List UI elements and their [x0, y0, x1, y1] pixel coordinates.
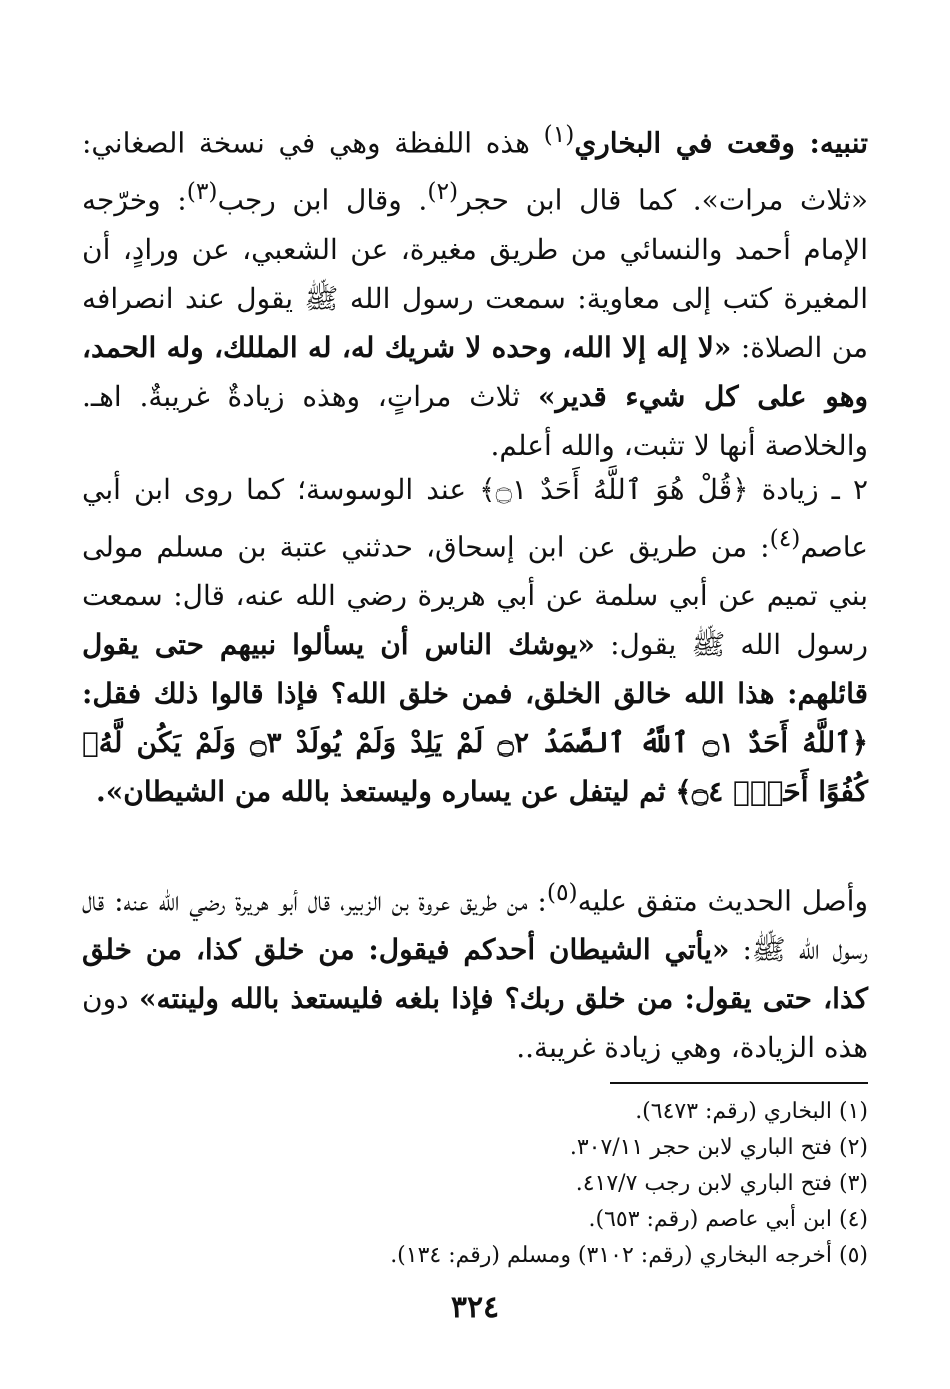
footnote-ref-4: (٤) — [769, 524, 801, 552]
hadith-quote: «يوشك الناس أن يسألوا نبيهم حتى يقول قائلهم: هذا الله خالق الخلق، فمن خلق الله؟ فإذا قالوا ذلك فقل: ﴿ٱللَّهُ أَحَدٌ ۝١ ٱللَّهُ ٱلصَّمَدُ ۝٢ لَمْ يَلِدْ وَلَمْ يُولَدْ ۝٣ وَلَمْ يَكُن لَّهُۥ كُفُوًا أَحَدٌۢ ۝٤﴾ ثم ليتفل عن يساره وليستعذ بالله من الشيطان» — [82, 628, 868, 809]
footnotes — [82, 1094, 868, 1274]
paragraph-text: ٢ ـ زيادة ﴿قُلْ هُوَ ٱللَّهُ أَحَدٌ ۝١﴾ عند الوسوسة؛ كما روى ابن أبي عاصم — [82, 473, 868, 564]
paragraph-text: دون هذه الزيادة، وهي زيادة غريبة.. — [82, 982, 868, 1065]
paragraph-text: وأصل الحديث متفق عليه — [577, 884, 868, 918]
paragraph-text: : من طريق عن ابن إسحاق، حدثني عتبة بن مسلم مولى بني تميم عن أبي سلمة عن أبي هريرة رضي الله عنه، قال: سمعت رسول الله ﷺ يقول: — [82, 530, 868, 662]
note-label-text: تنبيه: وقعت في البخاري — [574, 126, 868, 160]
paragraph-origin — [82, 868, 868, 1072]
footnote-ref-1: (١) — [543, 120, 575, 148]
paragraph-text: : من طريق عروة بن الزبير، قال أبو هريرة رضي الله عنه: قال رسول الله ﷺ: — [82, 884, 868, 967]
footnote-item: (٢) فتح الباري لابن حجر ٣٠٧/١١. — [569, 1135, 868, 1160]
paragraph-text: : وخرّجه الإمام أحمد والنسائي من طريق مغيرة، عن الشعبي، عن ورادٍ، أن المغيرة كتب إلى معاوية: سمعت رسول الله ﷺ يقول عند انصرافه من الصلاة: — [82, 183, 869, 364]
hadith-quote: «يأتي الشيطان أحدكم فيقول: من خلق كذا، من خلق كذا، حتى يقول: من خلق ربك؟ فإذا بلغه فليستعذ بالله ولينته» — [82, 933, 868, 1016]
footnote-item: (٣) فتح الباري لابن رجب ٤١٧/٧. — [575, 1171, 868, 1196]
paragraph-note — [82, 110, 868, 470]
footnote-item: (٥) أخرجه البخاري (رقم: ٣١٠٢) ومسلم (رقم: ١٣٤). — [390, 1243, 868, 1268]
footnote-ref-3: (٣) — [186, 177, 218, 206]
footnote-item: (٤) ابن أبي عاصم (رقم: ٦٥٣). — [588, 1207, 868, 1232]
footnote-ref-2: (٢) — [427, 177, 459, 206]
paragraph-addition-2 — [82, 465, 868, 816]
paragraph-text: هذه اللفظة وهي في نسخة الصغاني: «ثلاث مرات». كما قال ابن حجر — [82, 126, 869, 217]
paragraph-text: . — [96, 775, 106, 809]
footnote-ref-5: (٥) — [546, 878, 578, 906]
paragraph-text: . وقال ابن رجب — [217, 183, 428, 217]
footnote-separator — [610, 1082, 868, 1084]
page-number: ٣٢٤ — [450, 1290, 500, 1325]
hadith-quote: «لا إله إلا الله، وحده لا شريك له، له المللك، وله الحمد، وهو على كل شيء قدير» — [82, 330, 868, 413]
paragraph-text: ثلاث مراتٍ، وهذه زيادةٌ غريبةٌ. اهـ. والخلاصة أنها لا تثبت، والله أعلم. — [82, 379, 868, 462]
footnote-item: (١) البخاري (رقم: ٦٤٧٣). — [635, 1099, 868, 1124]
